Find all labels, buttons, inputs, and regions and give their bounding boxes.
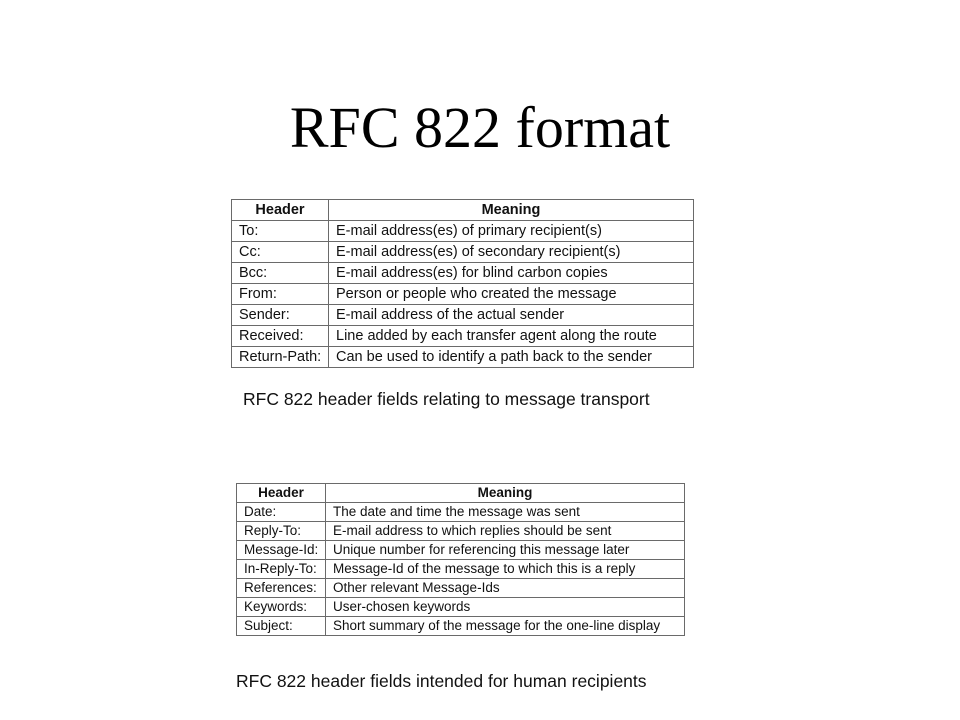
table-header-row: [237, 484, 685, 503]
column-header-meaning: Meaning: [326, 484, 685, 503]
meaning-cell: E-mail address of the actual sender: [329, 305, 694, 326]
header-field-cell: In-Reply-To:: [237, 560, 326, 579]
meaning-cell: Unique number for referencing this message later: [326, 541, 685, 560]
meaning-cell: Can be used to identify a path back to the sender: [329, 347, 694, 368]
table-row: [237, 617, 685, 636]
table-header-row: [232, 200, 694, 221]
meaning-cell: E-mail address to which replies should be sent: [326, 522, 685, 541]
meaning-cell: E-mail address(es) of secondary recipient(s): [329, 242, 694, 263]
table-row: [232, 263, 694, 284]
table-row: [232, 242, 694, 263]
transport-table-caption: RFC 822 header fields relating to message transport: [243, 389, 650, 409]
header-field-cell: Keywords:: [237, 598, 326, 617]
meaning-cell: E-mail address(es) of primary recipient(s): [329, 221, 694, 242]
header-field-cell: Subject:: [237, 617, 326, 636]
table-row: [232, 326, 694, 347]
meaning-cell: Short summary of the message for the one-line display: [326, 617, 685, 636]
header-field-cell: References:: [237, 579, 326, 598]
header-field-cell: Received:: [232, 326, 329, 347]
header-field-cell: Date:: [237, 503, 326, 522]
header-field-cell: Return-Path:: [232, 347, 329, 368]
table-row: [237, 541, 685, 560]
meaning-cell: E-mail address(es) for blind carbon copies: [329, 263, 694, 284]
table-row: [237, 579, 685, 598]
table-row: [232, 221, 694, 242]
table-row: [232, 347, 694, 368]
meaning-cell: The date and time the message was sent: [326, 503, 685, 522]
header-field-cell: Message-Id:: [237, 541, 326, 560]
meaning-cell: Other relevant Message-Ids: [326, 579, 685, 598]
header-field-cell: To:: [232, 221, 329, 242]
meaning-cell: Person or people who created the message: [329, 284, 694, 305]
table-row: [237, 522, 685, 541]
header-field-cell: Cc:: [232, 242, 329, 263]
human-table-caption: RFC 822 header fields intended for human recipients: [236, 671, 647, 691]
column-header-header: Header: [232, 200, 329, 221]
slide-title: RFC 822 format: [289, 95, 671, 160]
human-header-table: [236, 483, 685, 636]
header-field-cell: Bcc:: [232, 263, 329, 284]
table-row: [237, 598, 685, 617]
header-field-cell: Sender:: [232, 305, 329, 326]
table-row: [232, 305, 694, 326]
table-row: [232, 284, 694, 305]
column-header-header: Header: [237, 484, 326, 503]
table-row: [237, 503, 685, 522]
transport-header-table: [231, 199, 694, 368]
table-row: [237, 560, 685, 579]
header-field-cell: Reply-To:: [237, 522, 326, 541]
meaning-cell: Message-Id of the message to which this is a reply: [326, 560, 685, 579]
meaning-cell: User-chosen keywords: [326, 598, 685, 617]
meaning-cell: Line added by each transfer agent along the route: [329, 326, 694, 347]
header-field-cell: From:: [232, 284, 329, 305]
column-header-meaning: Meaning: [329, 200, 694, 221]
